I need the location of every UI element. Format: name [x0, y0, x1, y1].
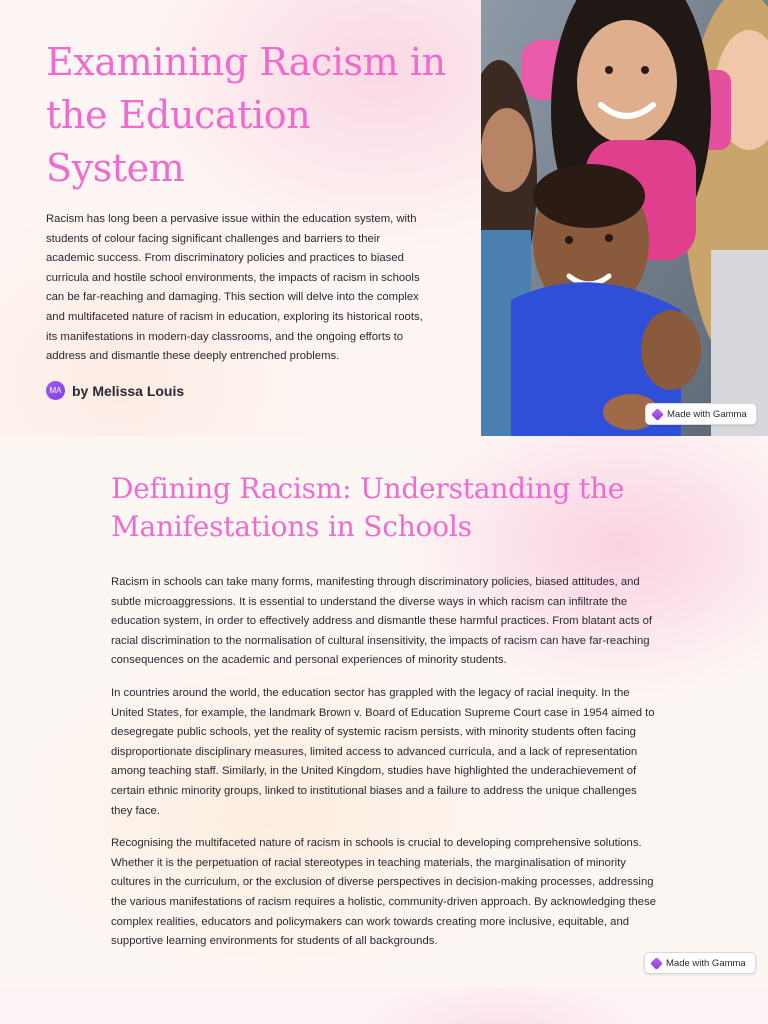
gamma-logo-icon: [650, 957, 663, 970]
children-photo-illustration: [481, 0, 768, 436]
children-photo: [481, 0, 768, 436]
avatar: MA: [46, 381, 65, 400]
badge-label: Made with Gamma: [667, 408, 747, 420]
author-name-text: Melissa Louis: [92, 382, 185, 399]
author-by-label: by: [72, 382, 89, 399]
slide-next-partial: [0, 988, 768, 1024]
section-body: [111, 573, 659, 965]
intro-paragraph: Racism has long been a pervasive issue within the education system, with students of colour facing significant challenges and barriers to their academic success. From discriminatory policies and practices to biased curricula and hostile school environments, the impacts of racism in schools can be far-reaching and damaging. This section will delve into the complex and multifaceted nature of racism in education, exploring its historical roots, its manifestations in modern-day classrooms, and the ongoing efforts to address and dismantle these deeply entrenched problems.: [46, 213, 423, 363]
section-title: Defining Racism: Understanding the Manifestations in Schools: [111, 472, 625, 543]
author-name: [72, 383, 184, 399]
made-with-gamma-badge[interactable]: [644, 952, 756, 974]
paragraph: In countries around the world, the education sector has grappled with the legacy of racial inequity. In the United States, for example, the landmark Brown v. Board of Education Supreme Court case in 1954 aimed to desegregate public schools, yet the reality of systemic racism persists, with minority students often facing disproportionate disciplinary measures, limited access to advanced curricula, and a lack of representation among teaching staff. Similarly, in the United Kingdom, studies have highlighted the underachievement of certain ethnic minority groups, linked to institutional biases and a failure to address the unique challenges they face.: [111, 686, 655, 817]
made-with-gamma-badge[interactable]: [645, 403, 757, 425]
author-byline: [46, 381, 184, 400]
badge-label: Made with Gamma: [666, 957, 746, 969]
paragraph: Recognising the multifaceted nature of racism in schools is crucial to developing comprehensive solutions. Whether it is the perpetuation of racial stereotypes in teaching materials, the marginalisation of minority cultures in the curriculum, or the exclusion of diverse perspectives in decision-making processes, addressing the various manifestations of racism requires a holistic, community-driven approach. By acknowledging these complex realities, educators and policymakers can work towards creating more inclusive, equitable, and supportive learning environments for students of all backgrounds.: [111, 837, 657, 948]
paragraph: Racism in schools can take many forms, manifesting through discriminatory policies, biased attitudes, and subtle microaggressions. It is essential to understand the diverse ways in which racism can infiltrate the education system, in order to effectively address and dismantle these harmful practices. From blatant acts of racial discrimination to the normalisation of cultural insensitivity, the impacts of racism can have far-reaching consequences on the academic and personal experiences of minority students.: [111, 576, 653, 667]
gamma-logo-icon: [651, 408, 664, 421]
page-title: Examining Racism in the Education System: [46, 40, 446, 190]
slide-defining-racism: [0, 436, 768, 988]
